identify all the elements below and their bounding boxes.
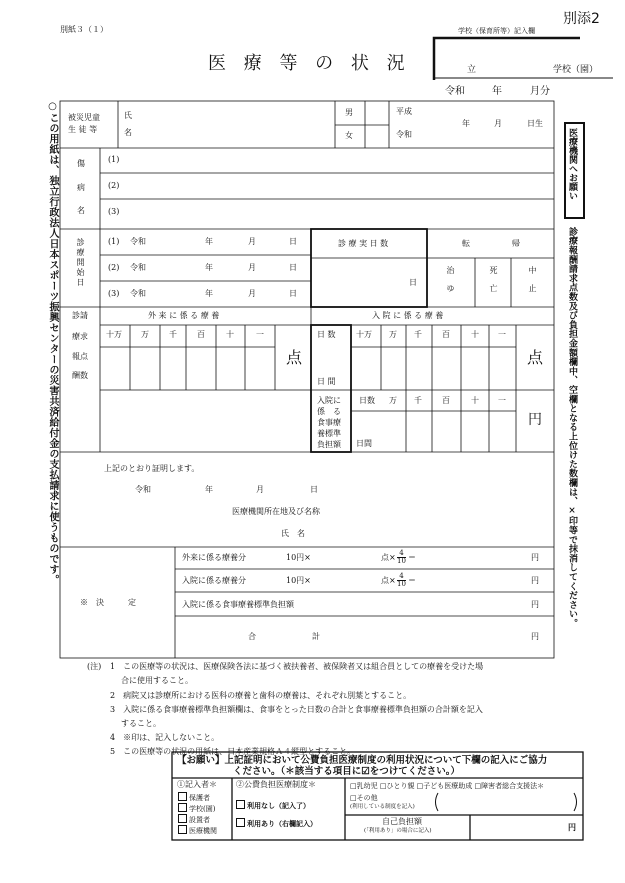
decision-out-yen: 円	[531, 553, 539, 562]
meal-digit-1: 一	[498, 396, 506, 405]
start-row-2-year[interactable]: 年	[205, 263, 213, 272]
decision-in-rate: 10円×	[286, 576, 311, 585]
self-pay-note: (「利用あり」の場合に記入)	[364, 828, 432, 834]
system-kinds[interactable]: □乳幼児 □ひとり親 □子ども医療助成 □障害者総合支援法＊	[350, 782, 545, 790]
certify-text: 上記のとおり証明します。	[104, 464, 200, 473]
decision-meal-yen: 円	[531, 600, 539, 609]
writer-founder[interactable]: 設置者	[178, 814, 210, 824]
system-other[interactable]: □その他	[350, 794, 378, 802]
start-row-1-month[interactable]: 月	[248, 237, 256, 246]
note-5: 5 この医療等の状況の用紙は、日本産業規格Ａ４縦型とすること。	[110, 747, 356, 756]
writer-founder-checkbox[interactable]	[178, 814, 187, 823]
meal-days-label: 日数	[359, 396, 375, 405]
decision-in-den: 10	[397, 580, 406, 588]
injury-item-2[interactable]: (2)	[108, 181, 120, 190]
name-label-1: 氏	[124, 111, 132, 120]
system-none[interactable]: 利用なし（記入了）	[236, 800, 310, 809]
start-row-1-no: (1)	[108, 237, 120, 246]
out-digit-1: 一	[256, 330, 264, 339]
page-title: 医 療 等 の 状 況	[208, 53, 411, 74]
outcome-death[interactable]: 死亡	[489, 266, 498, 302]
note-3-cont: すること。	[121, 719, 161, 728]
start-row-3-month[interactable]: 月	[248, 289, 256, 298]
certify-address[interactable]: 医療機関所在地及び名称	[232, 507, 320, 516]
note-2: 2 病院又は診療所における医科の療養と歯科の療養は、それぞれ別葉とすること。	[110, 691, 412, 700]
certify-era: 令和	[135, 485, 151, 494]
out-digit-10k: 万	[141, 330, 149, 339]
decision-in-pt: 点×	[381, 576, 396, 585]
out-digit-100k: 十万	[106, 330, 122, 339]
self-pay-yen: 円	[568, 822, 576, 832]
start-row-3-era: 令和	[130, 289, 146, 298]
start-row-2-day[interactable]: 日	[289, 263, 297, 272]
writer-label: ①記入者＊	[177, 780, 217, 789]
self-pay-label: 自己負担額	[382, 817, 422, 826]
system-used[interactable]: 利用あり（右欄記入）	[236, 818, 317, 827]
decision-in-fraction	[397, 573, 406, 588]
system-label: ②公費負担医療制度＊	[236, 780, 316, 789]
meal-digit-10: 十	[471, 396, 479, 405]
outcome-ten: 転	[462, 239, 470, 248]
system-none-checkbox[interactable]	[236, 800, 245, 809]
attachment-label: 別添2	[563, 11, 600, 27]
patient-label-1: 被災児童	[68, 113, 100, 122]
request-title-2: ください。（＊該当する項目に☑をつけてください。）	[233, 766, 461, 777]
claim-month[interactable]: 月分	[530, 86, 550, 97]
meal-digit-10k: 万	[389, 396, 397, 405]
decision-total-label: 合 計	[248, 632, 320, 641]
note-4: 4 ※印は、記入しないこと。	[110, 733, 220, 742]
certify-day[interactable]: 日	[310, 485, 318, 494]
inpatient-days-label-2: 日 間	[317, 377, 336, 386]
in-digit-10k: 万	[389, 330, 397, 339]
injury-item-3[interactable]: (3)	[108, 207, 120, 216]
birth-month[interactable]: 月	[494, 119, 502, 128]
birth-year[interactable]: 年	[462, 119, 470, 128]
out-digit-100: 百	[197, 330, 205, 339]
decision-out-fraction	[397, 550, 406, 565]
start-row-1-era: 令和	[130, 237, 146, 246]
injury-label-2: 病	[77, 183, 85, 192]
writer-medical-checkbox[interactable]	[178, 825, 187, 834]
start-row-2-no: (2)	[108, 263, 120, 272]
meal-label-1: 入院に	[317, 396, 341, 405]
system-other-note: (利用している制度を記入)	[350, 804, 415, 810]
decision-total-yen: 円	[531, 632, 539, 641]
writer-school[interactable]: 学校(園)	[178, 803, 215, 813]
in-digit-1k: 千	[414, 330, 422, 339]
start-row-3-year[interactable]: 年	[205, 289, 213, 298]
note-3: 3 入院に係る食事療養標準負担額欄は、食事をとった日数の合計と食事療養標準負担額の合計額を記入	[110, 705, 483, 714]
points-label-1: 診請	[72, 311, 88, 320]
form-number: 別紙３（１）	[60, 25, 108, 34]
decision-out-rate: 10円×	[286, 553, 311, 562]
start-row-1-year[interactable]: 年	[205, 237, 213, 246]
meal-label-2: 係 る	[317, 407, 341, 416]
meal-label-4: 養標準	[317, 429, 341, 438]
injury-label-1: 傷	[77, 159, 85, 168]
patient-label-2: 生 徒 等	[68, 125, 98, 134]
left-side-note: ○この用紙は、独立行政法人日本スポーツ振興センターの災害共済給付金の支払請求に使うものです。	[47, 101, 58, 585]
start-row-3-no: (3)	[108, 289, 120, 298]
writer-guardian-checkbox[interactable]	[178, 792, 187, 801]
decision-in-label: 入院に係る療養分	[182, 576, 246, 585]
meal-label-5: 負担額	[317, 440, 341, 449]
certify-name[interactable]: 氏 名	[281, 529, 305, 538]
points-label-4: 酬数	[72, 371, 88, 380]
school-suffix[interactable]: 学校（園）	[553, 65, 599, 75]
birth-era-heisei[interactable]: 平成	[396, 107, 412, 116]
actual-days-label: 診 療 実 日 数	[338, 239, 389, 248]
note-1-cont: 合に使用すること。	[121, 676, 193, 685]
out-digit-1k: 千	[169, 330, 177, 339]
certify-month[interactable]: 月	[256, 485, 264, 494]
points-label-3: 報点	[72, 352, 88, 361]
meal-label-3: 食事療	[317, 418, 341, 427]
start-row-1-day[interactable]: 日	[289, 237, 297, 246]
decision-out-num: 4	[397, 550, 406, 558]
note-1: 1 この医療等の状況は、医療保険各法に基づく被扶養者、被保険者又は組合員としての療養を受けた場	[110, 662, 484, 671]
birth-era-reiwa[interactable]: 令和	[396, 130, 412, 139]
decision-out-den: 10	[397, 557, 406, 565]
claim-year[interactable]: 年	[492, 86, 502, 97]
birth-day[interactable]: 日生	[527, 119, 543, 128]
right-side-note: 診療報酬請求点数及び負担金額欄中、空欄となる上位けた数欄は、×印等で抹消してください。	[567, 227, 577, 628]
system-used-checkbox[interactable]	[236, 818, 245, 827]
start-row-3-day[interactable]: 日	[289, 289, 297, 298]
inpatient-days-label: 日 数	[317, 330, 336, 339]
decision-meal-label: 入院に係る食事療養標準負担額	[182, 600, 294, 609]
sex-female[interactable]: 女	[345, 131, 353, 140]
decision-out-eq: ＝	[408, 553, 416, 562]
outcome-stop[interactable]: 中止	[528, 266, 537, 302]
start-date-label: 診療開始日	[76, 238, 85, 288]
sex-male[interactable]: 男	[345, 108, 353, 117]
writer-medical[interactable]: 医療機関	[178, 825, 217, 835]
meal-days-label-2: 日間	[356, 439, 372, 448]
start-row-2-era: 令和	[130, 263, 146, 272]
in-digit-100k: 十万	[356, 330, 372, 339]
outcome-cured[interactable]: 治ゆ	[446, 266, 455, 302]
in-points-unit: 点	[527, 348, 544, 367]
injury-label-3: 名	[77, 206, 85, 215]
decision-out-pt: 点×	[381, 553, 396, 562]
decision-out-label: 外来に係る療養分	[182, 553, 246, 562]
actual-days-unit: 日	[409, 278, 417, 287]
certify-year[interactable]: 年	[205, 485, 213, 494]
inpatient-header: 入 院 に 係 る 療 養	[372, 311, 444, 320]
meal-digit-100: 百	[442, 396, 450, 405]
meal-digit-1k: 千	[414, 396, 422, 405]
decision-in-num: 4	[397, 573, 406, 581]
other-system-bracket	[432, 791, 582, 813]
outpatient-header: 外 来 に 係 る 療 養	[148, 311, 220, 320]
in-digit-1: 一	[498, 330, 506, 339]
meal-yen-unit: 円	[528, 412, 542, 428]
start-row-2-month[interactable]: 月	[248, 263, 256, 272]
injury-item-1[interactable]: (1)	[108, 155, 120, 164]
writer-guardian[interactable]: 保護者	[178, 792, 210, 802]
school-ritsu[interactable]: 立	[467, 65, 477, 75]
decision-in-yen: 円	[531, 576, 539, 585]
outcome-ki: 帰	[512, 239, 520, 248]
claim-era: 令和	[445, 86, 465, 97]
decision-in-eq: ＝	[408, 576, 416, 585]
in-digit-10: 十	[471, 330, 479, 339]
school-field-label: 学校（保育所等）記入欄	[458, 27, 535, 35]
writer-school-checkbox[interactable]	[178, 803, 187, 812]
points-label-2: 療求	[72, 332, 88, 341]
out-points-unit: 点	[286, 348, 303, 367]
name-label-2: 名	[124, 128, 132, 137]
decision-label: ※ 決 定	[80, 598, 136, 607]
out-digit-10: 十	[226, 330, 234, 339]
in-digit-100: 百	[442, 330, 450, 339]
request-title-1: 【お願い】上記証明において公費負担医療制度の利用状況について下欄の記入にご協力	[177, 755, 548, 766]
notes-prefix: (注)	[87, 662, 102, 671]
right-note-box-label: 医療機関へお願い	[567, 128, 577, 200]
